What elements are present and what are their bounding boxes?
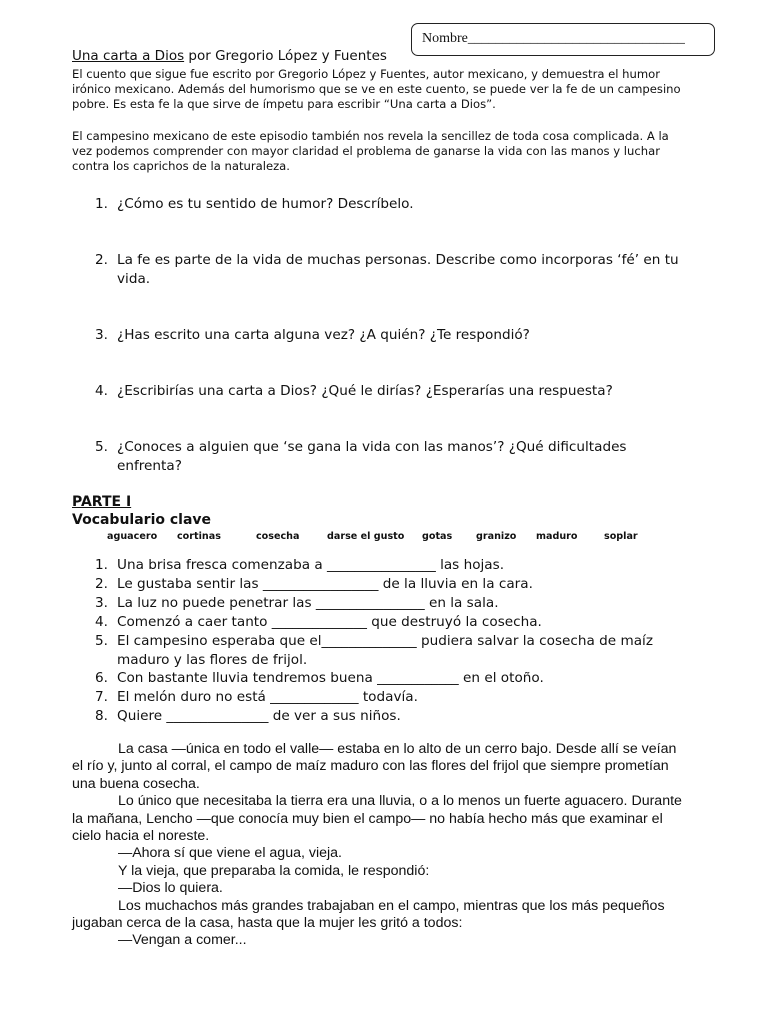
sentence-text: Una brisa fresca comenzaba a ________________ las hojas. — [117, 557, 505, 573]
question-text: ¿Escribirías una carta a Dios? ¿Qué le dirías? ¿Esperarías una respuesta? — [117, 383, 613, 399]
sentence-number: 5. — [95, 633, 108, 649]
vocab-word: cortinas — [177, 531, 221, 542]
sentence-text: El campesino esperaba que el______________ pudiera salvar la cosecha de maíz maduro y las flores de frijol. — [117, 633, 653, 668]
story-title: Una carta a Dios — [72, 48, 185, 64]
vocabulary-heading: Vocabulario clave — [72, 512, 212, 528]
question-item — [95, 326, 695, 345]
vocab-word: soplar — [604, 531, 638, 542]
fill-in-sentence — [95, 556, 695, 575]
sentence-number: 3. — [95, 595, 108, 611]
sentence-text: Quiere _______________ de ver a sus niños. — [117, 708, 401, 724]
fill-in-sentence — [95, 688, 695, 707]
fill-in-sentence — [95, 707, 695, 726]
vocab-word: cosecha — [256, 531, 300, 542]
story-paragraph: Y la vieja, que preparaba la comida, le respondió: — [118, 862, 430, 879]
story-excerpt — [72, 741, 682, 950]
vocab-word: granizo — [476, 531, 517, 542]
question-text: ¿Conoces a alguien que ‘se gana la vida con las manos’? ¿Qué dificultades enfrenta? — [117, 439, 627, 474]
vocab-word: darse el gusto — [327, 531, 405, 542]
sentence-number: 7. — [95, 689, 108, 705]
question-number: 1. — [95, 196, 108, 212]
name-label: Nombre_______________________________ — [422, 31, 685, 46]
sentence-text: Comenzó a caer tanto ______________ que destruyó la cosecha. — [117, 614, 542, 630]
sentence-number: 4. — [95, 614, 108, 630]
document-title — [72, 48, 387, 64]
fill-in-sentence — [95, 575, 695, 594]
question-text: ¿Cómo es tu sentido de humor? Descríbelo. — [117, 196, 414, 212]
story-dialogue: —Ahora sí que viene el agua, vieja. — [118, 845, 342, 862]
question-number: 3. — [95, 327, 108, 343]
sentence-text: El melón duro no está _____________ todavía. — [117, 689, 418, 705]
sentence-number: 6. — [95, 670, 108, 686]
question-number: 5. — [95, 439, 108, 455]
sentence-number: 1. — [95, 557, 108, 573]
fill-in-sentence — [95, 632, 695, 670]
sentence-number: 8. — [95, 708, 108, 724]
section-heading: PARTE I — [72, 494, 132, 510]
intro-paragraph-2: El campesino mexicano de este episodio también nos revela la sencillez de toda cosa complicada. A la vez podemos comprender con mayor claridad el problema de ganarse la vida con las manos y luchar contra los caprichos de la naturaleza. — [72, 129, 669, 174]
author-line: por Gregorio López y Fuentes — [184, 48, 387, 64]
fill-in-sentence — [95, 669, 695, 688]
question-text: ¿Has escrito una carta alguna vez? ¿A quién? ¿Te respondió? — [117, 327, 530, 343]
sentence-text: La luz no puede penetrar las ________________ en la sala. — [117, 595, 499, 611]
story-paragraph: La casa —única en todo el valle— estaba en lo alto de un cerro bajo. Desde allí se veían el río y, junto al corral, el campo de maíz maduro con las flores del frijol que siempre prometían una buena cosecha. — [72, 741, 677, 792]
vocab-word: gotas — [422, 531, 453, 542]
fill-in-sentence — [95, 613, 695, 632]
sentence-text: Le gustaba sentir las _________________ de la lluvia en la cara. — [117, 576, 533, 592]
question-item — [95, 438, 695, 476]
story-paragraph: Los muchachos más grandes trabajaban en el campo, mientras que los más pequeños jugaban cerca de la casa, hasta que la mujer les gritó a todos: — [72, 897, 665, 932]
question-text: La fe es parte de la vida de muchas personas. Describe como incorporas ‘fé’ en tu vida. — [117, 252, 679, 287]
question-number: 2. — [95, 252, 108, 268]
fill-in-sentence — [95, 594, 695, 613]
vocab-word: aguacero — [107, 531, 158, 542]
story-paragraph: Lo único que necesitaba la tierra era una lluvia, o a lo menos un fuerte aguacero. Durante la mañana, Lencho —que conocía muy bien el campo— no había hecho más que examinar el cielo hacia el noreste. — [72, 793, 682, 845]
intro-paragraph-1: El cuento que sigue fue escrito por Gregorio López y Fuentes, autor mexicano, y demuestra el humor irónico mexicano. Además del humorismo que se ve en este cuento, se puede ver la fe de un campesino pobre. Es esta fe la que sirve de ímpetu para escribir “Una carta a Dios”. — [72, 67, 681, 112]
story-dialogue: —Vengan a comer... — [118, 932, 247, 949]
name-field-box[interactable] — [411, 23, 715, 56]
question-item — [95, 195, 695, 214]
question-item — [95, 382, 695, 401]
question-number: 4. — [95, 383, 108, 399]
question-item — [95, 251, 695, 289]
story-dialogue: —Dios lo quiera. — [118, 880, 223, 897]
sentence-text: Con bastante lluvia tendremos buena ____________ en el otoño. — [117, 670, 544, 686]
sentence-number: 2. — [95, 576, 108, 592]
vocab-word: maduro — [536, 531, 578, 542]
